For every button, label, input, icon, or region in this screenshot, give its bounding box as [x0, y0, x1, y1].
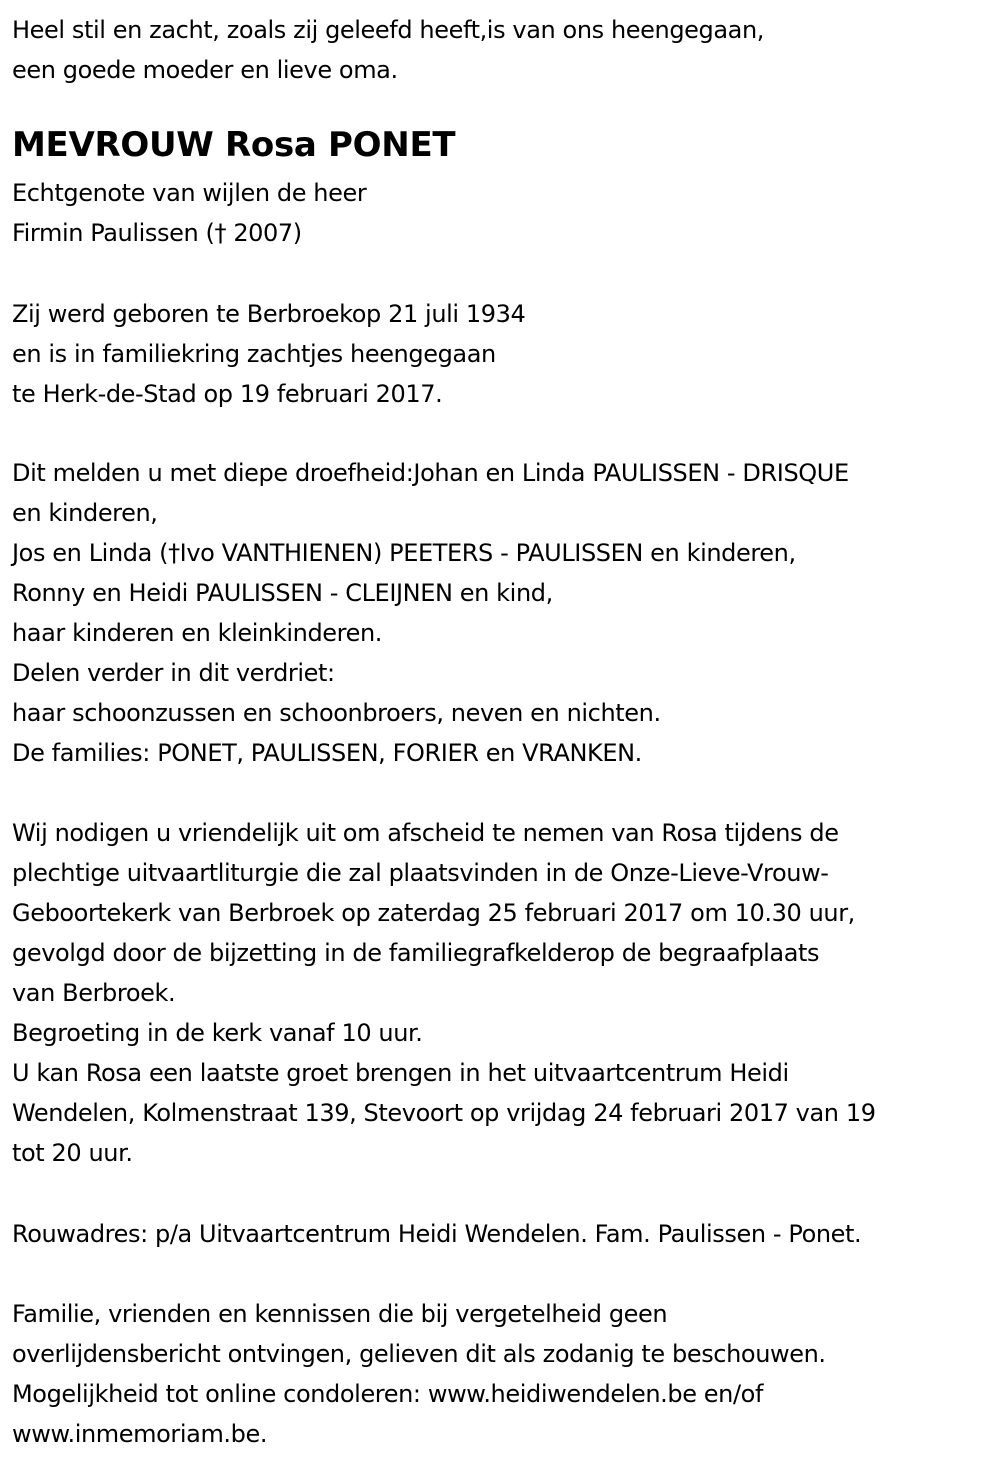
text-line: en kinderen,: [12, 499, 158, 527]
text-line: overlijdensbericht ontvingen, gelieven dit als zodanig te beschouwen.: [12, 1340, 826, 1368]
text-line: Jos en Linda (†Ivo VANTHIENEN) PEETERS - PAULISSEN en kinderen,: [12, 539, 796, 567]
text-line: gevolgd door de bijzetting in de familiegrafkelderop de begraafplaats: [12, 939, 820, 967]
text-line: Echtgenote van wijlen de heer: [12, 179, 367, 207]
spouse-paragraph: [12, 173, 366, 253]
life-paragraph: [12, 294, 525, 414]
text-line: U kan Rosa een laatste groet brengen in het uitvaartcentrum Heidi: [12, 1059, 789, 1087]
address-paragraph: [12, 1214, 861, 1254]
text-line: haar kinderen en kleinkinderen.: [12, 619, 382, 647]
text-line: Wij nodigen u vriendelijk uit om afscheid te nemen van Rosa tijdens de: [12, 819, 839, 847]
intro-paragraph: [12, 10, 764, 90]
text-line: Geboortekerk van Berbroek op zaterdag 25 februari 2017 om 10.30 uur,: [12, 899, 855, 927]
text-line: Firmin Paulissen († 2007): [12, 219, 302, 247]
text-line: Heel stil en zacht, zoals zij geleefd heeft,is van ons heengegaan,: [12, 16, 765, 44]
text-line: Begroeting in de kerk vanaf 10 uur.: [12, 1019, 423, 1047]
text-line: tot 20 uur.: [12, 1139, 133, 1167]
text-line: www.inmemoriam.be.: [12, 1420, 268, 1448]
text-line: Mogelijkheid tot online condoleren: www.heidiwendelen.be en/of: [12, 1380, 764, 1408]
text-line: Dit melden u met diepe droefheid:Johan en Linda PAULISSEN - DRISQUE: [12, 459, 849, 487]
text-line: een goede moeder en lieve oma.: [12, 56, 398, 84]
text-line: Delen verder in dit verdriet:: [12, 659, 335, 687]
deceased-name-title: MEVROUW Rosa PONET: [12, 125, 456, 165]
text-line: en is in familiekring zachtjes heengegaan: [12, 340, 496, 368]
text-line: te Herk-de-Stad op 19 februari 2017.: [12, 380, 443, 408]
closing-paragraph: [12, 1294, 826, 1454]
family-paragraph: [12, 453, 849, 773]
text-line: plechtige uitvaartliturgie die zal plaatsvinden in de Onze-Lieve-Vrouw-: [12, 859, 829, 887]
text-line: Familie, vrienden en kennissen die bij vergetelheid geen: [12, 1300, 668, 1328]
text-line: Wendelen, Kolmenstraat 139, Stevoort op vrijdag 24 februari 2017 van 19: [12, 1099, 876, 1127]
text-line: haar schoonzussen en schoonbroers, neven en nichten.: [12, 699, 661, 727]
text-line: Zij werd geboren te Berbroekop 21 juli 1934: [12, 300, 526, 328]
text-line: De families: PONET, PAULISSEN, FORIER en VRANKEN.: [12, 739, 642, 767]
text-line: Ronny en Heidi PAULISSEN - CLEIJNEN en kind,: [12, 579, 553, 607]
text-line: van Berbroek.: [12, 979, 176, 1007]
funeral-paragraph: [12, 813, 876, 1173]
text-line: Rouwadres: p/a Uitvaartcentrum Heidi Wendelen. Fam. Paulissen - Ponet.: [12, 1220, 862, 1248]
